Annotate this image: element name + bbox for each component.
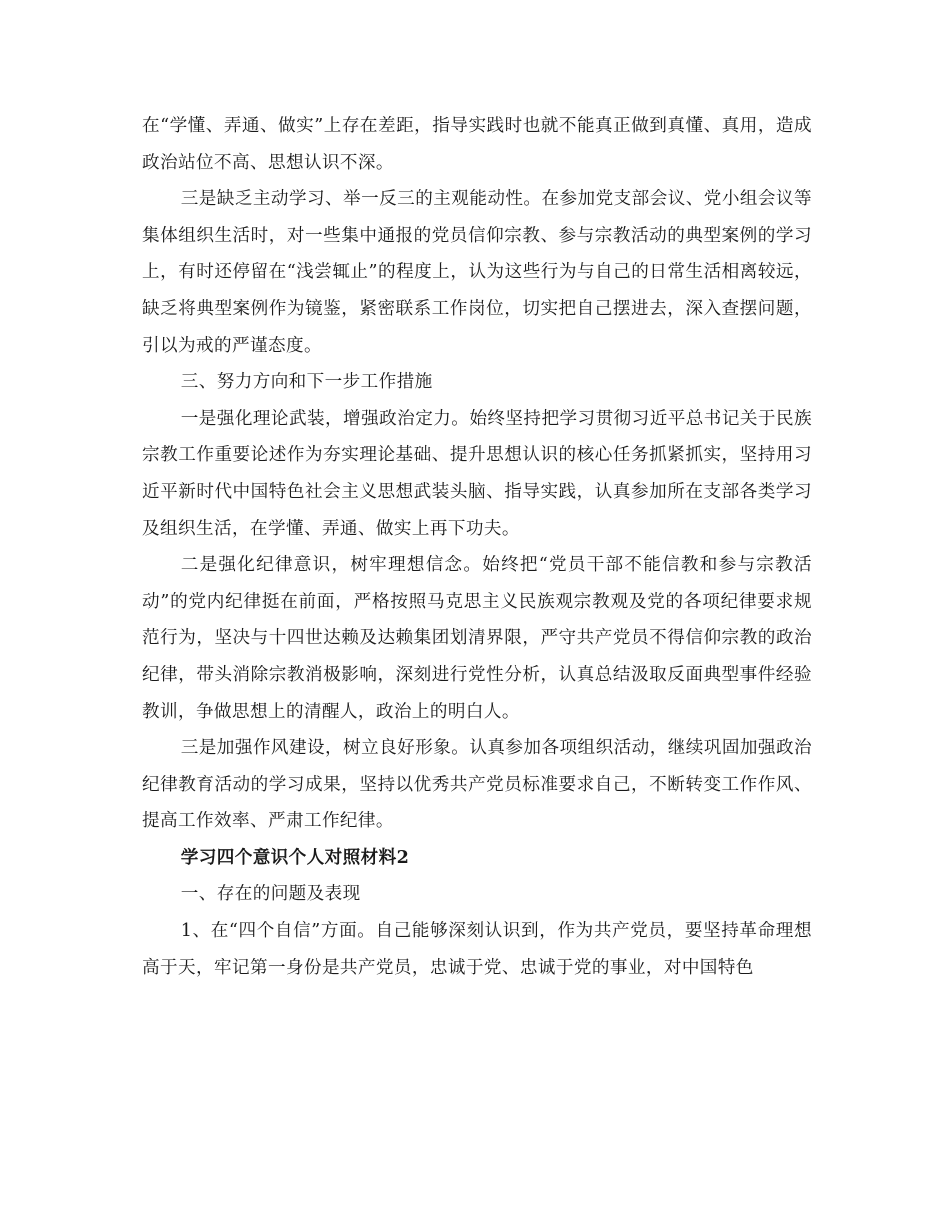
paragraph-four-confidences: 1、在“四个自信”方面。自己能够深刻认识到，作为共产党员，要坚持革命理想高于天，牢记第一身份是共产党员，忠诚于党、忠诚于党的事业，对中国特色 — [142, 921, 812, 978]
section-heading-improvement-direction: 三、努力方向和下一步工作措施 — [180, 372, 433, 393]
paragraph-continuation: 在“学懂、弄通、做实”上存在差距，指导实践时也就不能真正做到真懂、真用，造成政治站位不高、思想认识不深。 — [142, 116, 812, 173]
document-title-2: 学习四个意识个人对照材料2 — [180, 846, 410, 868]
paragraph-measure-three: 三是加强作风建设，树立良好形象。认真参加各项组织活动，继续巩固加强政治纪律教育活动的学习成果，坚持以优秀共产党员标准要求自己，不断转变工作作风、提高工作效率、严肃工作纪律。 — [142, 738, 812, 832]
paragraph-measure-two: 二是强化纪律意识，树牢理想信念。始终把“党员干部不能信教和参与宗教活动”的党内纪律挺在前面，严格按照马克思主义民族观宗教观及党的各项纪律要求规范行为，坚决与十四世达赖及达赖集团划清界限，严守共产党员不得信仰宗教的政治纪律，带头消除宗教消极影响，深刻进行党性分析，认真总结汲取反面典型事件经验教训，争做思想上的清醒人，政治上的明白人。 — [142, 555, 812, 722]
paragraph-measure-one: 一是强化理论武装，增强政治定力。始终坚持把学习贯彻习近平总书记关于民族宗教工作重要论述作为夯实理论基础、提升思想认识的核心任务抓紧抓实，坚持用习近平新时代中国特色社会主义思想武装头脑、指导实践，认真参加所在支部各类学习及组织生活，在学懂、弄通、做实上再下功夫。 — [142, 408, 812, 539]
document-body — [142, 108, 812, 986]
section-heading-existing-problems: 一、存在的问题及表现 — [180, 884, 361, 905]
paragraph-point-three-lack-initiative: 三是缺乏主动学习、举一反三的主观能动性。在参加党支部会议、党小组会议等集体组织生活时，对一些集中通报的党员信仰宗教、参与宗教活动的典型案例的学习上，有时还停留在“浅尝辄止”的程度上，认为这些行为与自己的日常生活相离较远，缺乏将典型案例作为镜鉴，紧密联系工作岗位，切实把自己摆进去，深入查摆问题，引以为戒的严谨态度。 — [142, 189, 812, 356]
